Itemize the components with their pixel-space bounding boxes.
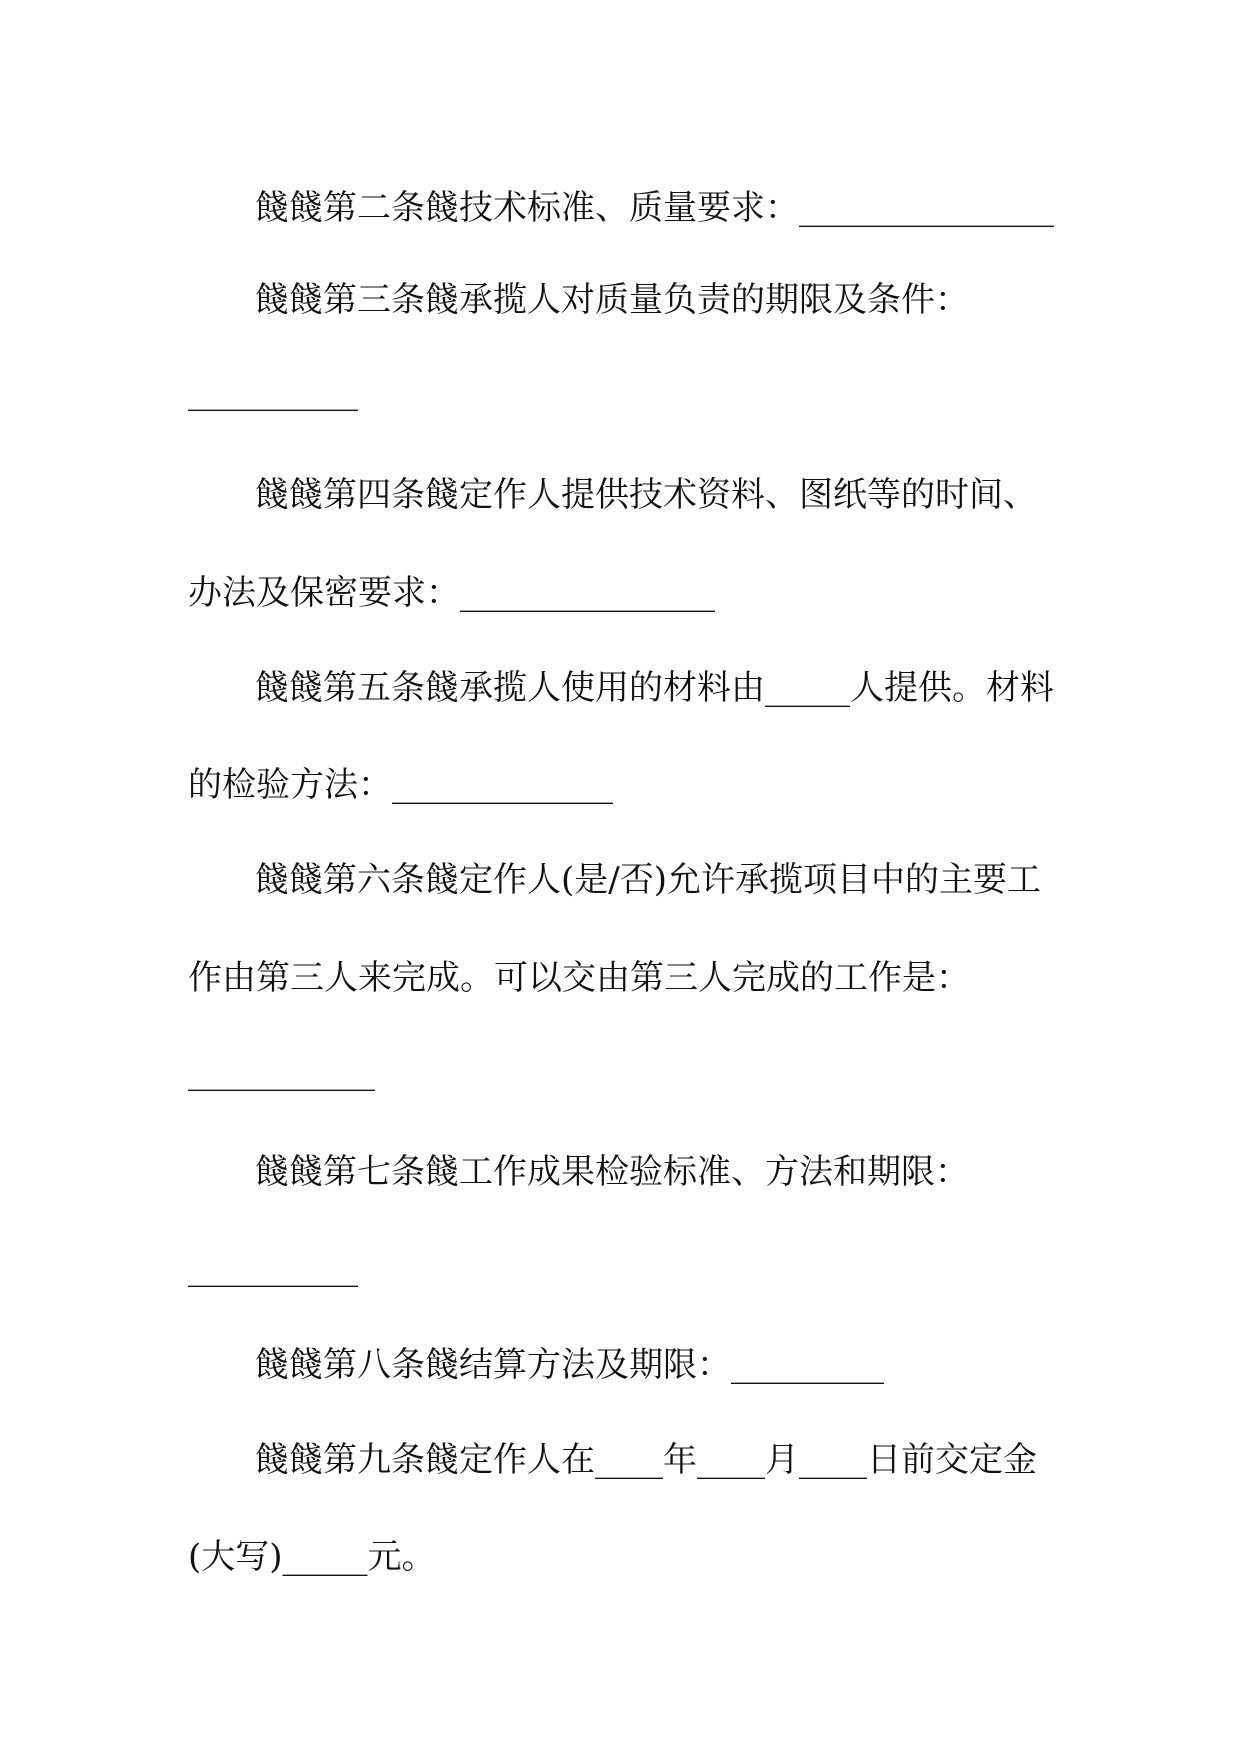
clause-3-line: 餞餞第三条餞承揽人对质量负责的期限及条件： — [255, 280, 969, 320]
clause-2-line: 餞餞第二条餞技术标准、质量要求：_______________ — [255, 188, 1054, 228]
clause-7-line: 餞餞第七条餞工作成果检验标准、方法和期限： — [255, 1152, 969, 1192]
clause-5-continuation: 的检验方法：_____________ — [188, 765, 613, 805]
clause-6-line: 餞餞第六条餞定作人(是/否)允许承揽项目中的主要工 — [255, 860, 1041, 900]
clause-4-continuation: 办法及保密要求：_______________ — [188, 573, 715, 613]
clause-7-blank-line: __________ — [188, 1248, 358, 1288]
clause-3-blank-line: __________ — [188, 372, 358, 412]
clause-8-line: 餞餞第八条餞结算方法及期限：_________ — [255, 1345, 884, 1385]
clause-9-line: 餞餞第九条餞定作人在____年____月____日前交定金 — [255, 1440, 1037, 1480]
clause-6-blank-line: ___________ — [188, 1052, 375, 1092]
clause-5-line: 餞餞第五条餞承揽人使用的材料由_____人提供。材料 — [255, 668, 1054, 708]
clause-6-continuation: 作由第三人来完成。可以交由第三人完成的工作是： — [188, 958, 970, 998]
clause-9-continuation: (大写)_____元。 — [188, 1537, 436, 1577]
clause-4-line: 餞餞第四条餞定作人提供技术资料、图纸等的时间、 — [255, 475, 1037, 515]
